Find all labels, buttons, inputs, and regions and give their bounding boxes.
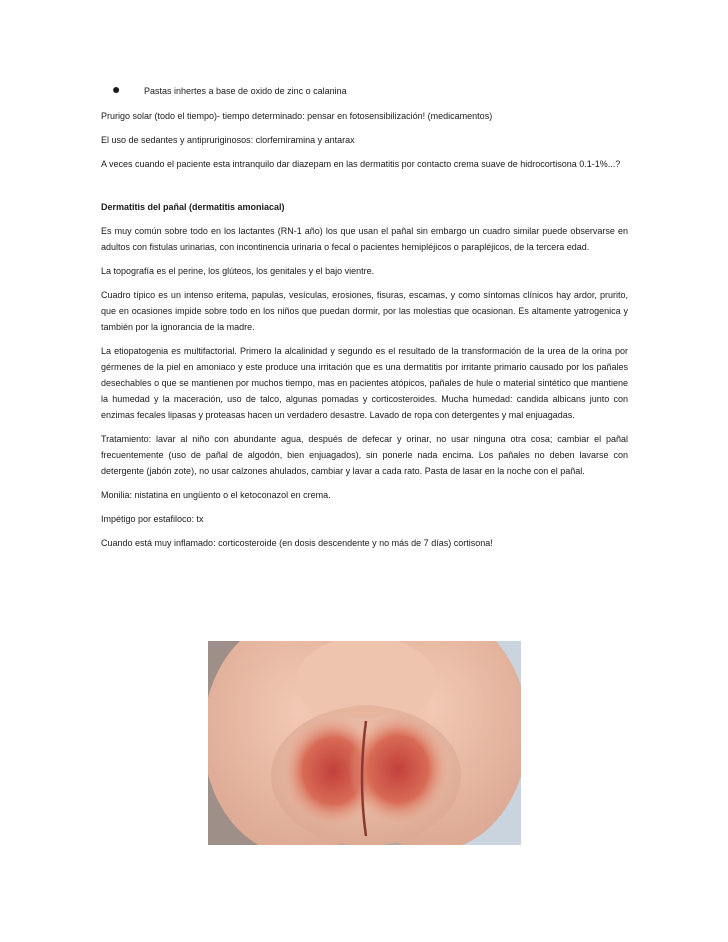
paragraph-etiopatogenia: La etiopatogenia es multifactorial. Primero la alcalinidad y segundo es el resultado de la transformación de la urea de la orina por gérmenes de la piel en amoniaco y este produce una irritación que es una dermatitis por irritante primario causado por los pañales desechables o que se mantienen por muchos tiempo, mas en pacientes atópicos, pañales de hule o material sintético que mantiene la humedad y la maceración, uso de talco, algunas pomadas y corticosteroides. Mucha humedad: candida albicans junto con enzimas fecales lipasas y proteasas hacen un verdadero desastre. Lavado de ropa con detergentes y mal enjuagadas.	[101, 346, 628, 420]
paragraph-inflamado: Cuando está muy inflamado: corticosteroide (en dosis descendente y no más de 7 días) cortisona!	[101, 538, 493, 548]
paragraph-monilia: Monilia: nistatina en ungüento o el ketoconazol en crema.	[101, 490, 331, 500]
paragraph-tratamiento: Tratamiento: lavar al niño con abundante agua, después de defecar y orinar, no usar ninguna otra cosa; cambiar el pañal frecuentemente (uso de pañal de algodón, bien enjuagados), sin ponerle nada encima. Los pañales no deben lavarse con detergente (jabón zote), no usar calzones ahulados, cambiar y lavar a cada rato. Pasta de lasar en la noche con el pañal.	[101, 434, 628, 476]
bullet-dot-icon: ●	[112, 81, 121, 97]
paragraph-diazepam: A veces cuando el paciente esta intranquilo dar diazepam en las dermatitis por contacto crema suave de hidrocortisona 0.1-1%...?	[101, 159, 621, 169]
paragraph-cuadro: Cuadro típico es un intenso eritema, papulas, vesículas, erosiones, fisuras, escamas, y como síntomas clínicos hay ardor, prurito, que en ocasiones impide sobre todo en los niños que puedan dormir, por las molestias que ocasionan. Es altamente yatrogenica y también por la ignorancia de la madre.	[101, 290, 628, 332]
clinical-photo	[208, 641, 521, 845]
section-heading: Dermatitis del pañal (dermatitis amoniacal)	[101, 202, 285, 212]
paragraph-topografia: La topografía es el perine, los glúteos, los genitales y el bajo vientre.	[101, 266, 375, 276]
paragraph-sedantes: El uso de sedantes y antipruriginosos: clorferniramina y antarax	[101, 135, 355, 145]
paragraph-prurigo: Prurigo solar (todo el tiempo)- tiempo determinado: pensar en fotosensibilización! (medicamentos)	[101, 111, 493, 121]
bullet-text: Pastas inhertes a base de oxido de zinc o calanina	[144, 86, 347, 96]
paragraph-intro: Es muy común sobre todo en los lactantes (RN-1 año) los que usan el pañal sin embargo un cuadro similar puede observarse en adultos con fistulas urinarias, con incontinencia urinaria o fecal o pacientes hemipléjicos o parapléjicos, de la tercera edad.	[101, 226, 628, 252]
paragraph-impetigo: Impétigo por estafiloco: tx	[101, 514, 204, 524]
document-body	[101, 108, 628, 559]
